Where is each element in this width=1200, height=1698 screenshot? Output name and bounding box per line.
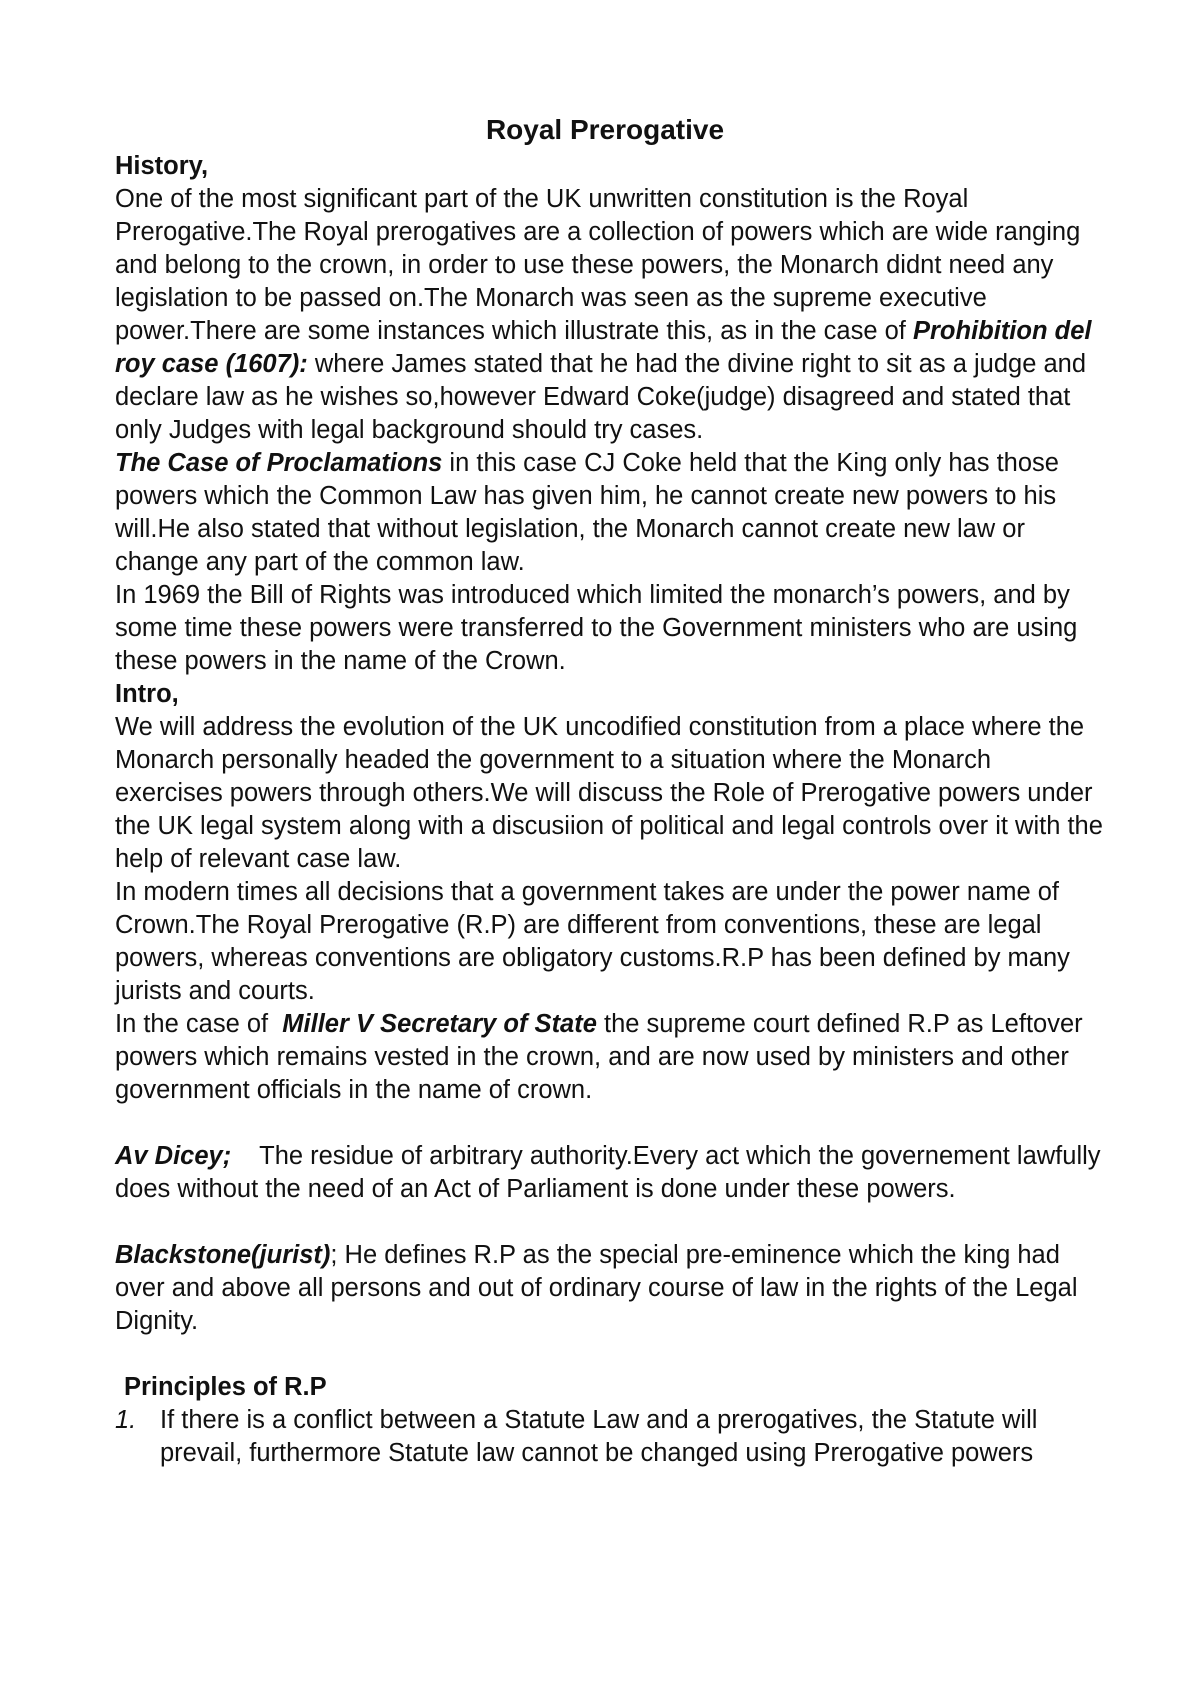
jurist-name: Blackstone(jurist): [115, 1241, 331, 1269]
principles-heading: Principles of R.P: [124, 1373, 327, 1401]
case-name: Prohibition del roy case (1607):: [115, 317, 1092, 378]
history-paragraph-3: In 1969 the Bill of Rights was introduced which limited the monarch’s powers, and by some time these powers were transferred to the Government ministers who are using these powers in the name of the Crown.: [115, 581, 1078, 675]
principle-item: [115, 1404, 1105, 1470]
intro-paragraph-1: We will address the evolution of the UK uncodified constitution from a place where the Monarch personally headed the government to a situation where the Monarch exercises powers through others.We will discuss the Role of Prerogative powers under the UK legal system along with a discusiion of political and legal controls over it with the help of relevant case law.: [115, 713, 1103, 873]
principle-text: If there is a conflict between a Statute Law and a prerogatives, the Statute will prevail, furthermore Statute law cannot be changed using Prerogative powers: [160, 1406, 1038, 1467]
intro-heading: Intro,: [115, 680, 179, 708]
spacer: [115, 1206, 1105, 1239]
document-page: [115, 112, 1108, 1470]
intro-paragraph-3: In the case of Miller V Secretary of State the supreme court defined R.P as Leftover powers which remains vested in the crown, and are now used by ministers and other government officials in the name of crown.: [115, 1010, 1083, 1104]
dicey-definition: Av Dicey; The residue of arbitrary authority.Every act which the governement lawfully does without the need of an Act of Parliament is done under these powers.: [115, 1142, 1108, 1203]
history-heading: History,: [115, 152, 209, 180]
case-name: The Case of Proclamations: [115, 449, 443, 477]
history-paragraph-2: The Case of Proclamations in this case CJ Coke held that the King only has those powers which the Common Law has given him, he cannot create new powers to his will.He also stated that without legislation, the Monarch cannot create new law or change any part of the common law.: [115, 449, 1059, 576]
blackstone-definition: Blackstone(jurist); He defines R.P as the special pre-eminence which the king had over and above all persons and out of ordinary course of law in the rights of the Legal Dignity.: [115, 1241, 1078, 1335]
case-name: Miller V Secretary of State: [282, 1010, 597, 1038]
list-number: 1.: [115, 1406, 137, 1434]
principles-list: [115, 1404, 1105, 1470]
history-paragraph-1: One of the most significant part of the UK unwritten constitution is the Royal Prerogative.The Royal prerogatives are a collection of powers which are wide ranging and belong to the crown, in order to use these powers, the Monarch didnt need any legislation to be passed on.The Monarch was seen as the supreme executive power.There are some instances which illustrate this, as in the case of Prohibition del roy case (1607): where James stated that he had the divine right to sit as a judge and declare law as he wishes so,however Edward Coke(judge) disagreed and stated that only Judges with legal background should try cases.: [115, 185, 1092, 444]
spacer: [115, 1107, 1105, 1140]
document-title: Royal Prerogative: [485, 114, 725, 145]
intro-paragraph-2: In modern times all decisions that a government takes are under the power name of Crown.The Royal Prerogative (R.P) are different from conventions, these are legal powers, whereas conventions are obligatory customs.R.P has been defined by many jurists and courts.: [115, 878, 1070, 1005]
spacer: [115, 1338, 1105, 1371]
jurist-name: Av Dicey;: [115, 1142, 232, 1170]
